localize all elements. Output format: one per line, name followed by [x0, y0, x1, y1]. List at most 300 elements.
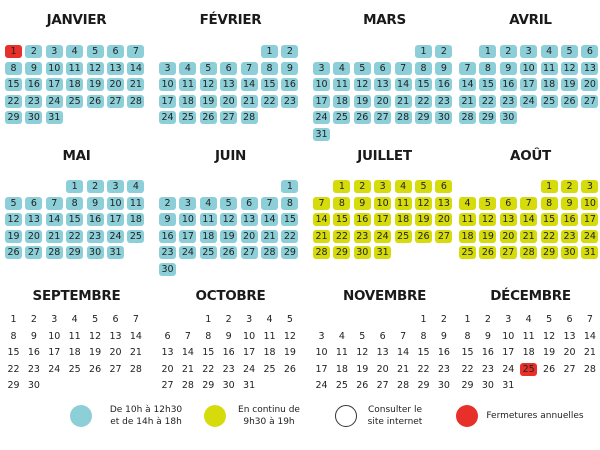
day-cell: 28 [181, 380, 194, 391]
day-cell: 13 [109, 330, 122, 342]
day-cell: 1 [5, 45, 22, 58]
day-cell: 9 [354, 197, 371, 210]
day-cell: 14 [127, 62, 144, 75]
day-cell: 18 [395, 213, 412, 226]
day-cell: 28 [583, 363, 596, 375]
month-title: JUILLET [357, 148, 412, 164]
day-cell: 7 [127, 45, 144, 58]
day-cell: 24 [313, 111, 330, 124]
day-cell: 20 [161, 363, 174, 375]
day-cell: 30 [87, 246, 104, 259]
day-cell: 11 [333, 78, 350, 91]
day-cell: 16 [481, 347, 494, 358]
day-cell: 23 [222, 363, 235, 375]
day-cell: 16 [281, 78, 298, 91]
day-cell: 24 [315, 380, 328, 391]
day-cell: 13 [161, 347, 174, 358]
day-cell: 20 [107, 78, 124, 91]
day-cell: 6 [112, 314, 119, 325]
day-cell: 20 [563, 347, 576, 358]
day-cell: 18 [179, 95, 196, 108]
day-cell: 7 [313, 197, 330, 210]
day-cell: 17 [107, 213, 124, 226]
day-cell: 21 [261, 230, 278, 243]
day-cell: 1 [10, 314, 17, 325]
legend-label-line: En continu de [238, 405, 300, 415]
day-cell: 5 [354, 62, 371, 75]
day-cell: 19 [354, 95, 371, 108]
day-cell: 24 [48, 363, 61, 375]
day-cell: 2 [484, 314, 491, 325]
day-cell: 31 [502, 380, 515, 391]
day-cell: 17 [581, 213, 598, 226]
day-cell: 25 [66, 95, 83, 108]
day-cell: 4 [541, 45, 558, 58]
month-0 [5, 12, 148, 142]
day-cell: 27 [581, 95, 598, 108]
day-cell: 27 [376, 380, 389, 391]
day-cell: 22 [479, 95, 496, 108]
day-cell: 24 [502, 363, 515, 375]
day-cell: 29 [415, 111, 432, 124]
day-cell: 15 [202, 347, 215, 358]
day-cell: 6 [220, 62, 237, 75]
month-2 [313, 12, 456, 142]
day-cell: 11 [541, 62, 558, 75]
day-cell: 10 [243, 330, 256, 342]
day-cell: 14 [459, 78, 476, 91]
day-cell: 26 [479, 246, 496, 259]
day-cell: 9 [281, 62, 298, 75]
day-cell: 26 [543, 363, 556, 375]
day-cell: 16 [222, 347, 235, 358]
day-cell: 24 [179, 246, 196, 259]
day-cell: 6 [566, 314, 573, 325]
day-cell: 2 [30, 314, 37, 325]
day-cell: 1 [464, 314, 471, 325]
day-cell: 16 [87, 213, 104, 226]
day-cell: 13 [220, 78, 237, 91]
month-5 [159, 148, 302, 278]
day-cell: 3 [246, 314, 253, 325]
day-cell: 11 [179, 78, 196, 91]
day-cell: 21 [459, 95, 476, 108]
month-title: MAI [62, 148, 91, 164]
day-cell: 2 [281, 45, 298, 58]
day-cell: 19 [415, 213, 432, 226]
day-cell: 13 [241, 213, 258, 226]
day-cell: 7 [241, 62, 258, 75]
day-cell: 10 [520, 62, 537, 75]
day-cell: 14 [520, 213, 537, 226]
day-cell: 25 [541, 95, 558, 108]
day-cell: 27 [220, 111, 237, 124]
month-title: MARS [363, 12, 406, 28]
day-cell: 1 [415, 45, 432, 58]
day-cell: 6 [435, 180, 452, 193]
day-cell: 13 [563, 330, 576, 342]
day-cell: 6 [241, 197, 258, 210]
day-cell: 7 [46, 197, 63, 210]
day-cell: 23 [435, 95, 452, 108]
day-cell: 22 [202, 363, 215, 375]
day-cell: 23 [500, 95, 517, 108]
day-cell: 15 [461, 347, 474, 358]
day-cell: 17 [243, 347, 256, 358]
day-cell: 11 [459, 213, 476, 226]
day-cell: 22 [417, 363, 430, 375]
day-cell: 12 [354, 78, 371, 91]
day-cell: 17 [502, 347, 515, 358]
day-cell: 26 [415, 230, 432, 243]
day-cell: 12 [561, 62, 578, 75]
day-cell: 26 [89, 363, 102, 375]
day-cell: 20 [435, 213, 452, 226]
day-cell: 9 [159, 213, 176, 226]
day-cell: 10 [502, 330, 515, 342]
day-cell: 4 [338, 330, 345, 342]
day-cell: 30 [354, 246, 371, 259]
day-cell: 22 [5, 95, 22, 108]
day-cell: 3 [520, 45, 537, 58]
day-cell: 11 [522, 330, 535, 342]
day-cell: 10 [46, 62, 63, 75]
day-cell: 16 [159, 230, 176, 243]
month-title: AOÛT [510, 148, 551, 164]
day-cell: 4 [395, 180, 412, 193]
day-cell: 9 [225, 330, 232, 342]
day-cell: 23 [281, 95, 298, 108]
legend-swatch [335, 405, 357, 427]
day-cell: 5 [87, 45, 104, 58]
day-cell: 23 [27, 363, 40, 375]
day-cell: 10 [179, 213, 196, 226]
legend-label-line: Consulter le [367, 405, 423, 415]
day-cell: 25 [179, 111, 196, 124]
day-cell: 1 [205, 314, 212, 325]
day-cell: 29 [5, 111, 22, 124]
day-cell: 16 [25, 78, 42, 91]
day-cell: 12 [479, 213, 496, 226]
day-cell: 15 [417, 347, 430, 358]
day-cell: 20 [374, 95, 391, 108]
day-cell: 19 [479, 230, 496, 243]
day-cell: 18 [200, 230, 217, 243]
day-cell: 15 [281, 213, 298, 226]
day-cell: 6 [500, 197, 517, 210]
day-cell: 18 [263, 347, 276, 358]
day-cell: 23 [354, 230, 371, 243]
legend-label [480, 410, 590, 422]
legend-label [96, 404, 196, 428]
day-cell: 21 [520, 230, 537, 243]
day-cell: 8 [205, 330, 212, 342]
day-cell: 6 [107, 45, 124, 58]
day-cell: 25 [520, 363, 537, 376]
day-cell: 24 [374, 230, 391, 243]
day-cell: 8 [479, 62, 496, 75]
day-cell: 25 [459, 246, 476, 259]
day-cell: 16 [437, 347, 450, 358]
day-cell: 26 [356, 380, 369, 391]
day-cell: 27 [241, 246, 258, 259]
day-cell: 24 [520, 95, 537, 108]
day-cell: 7 [459, 62, 476, 75]
day-cell: 26 [5, 246, 22, 259]
legend-swatch [456, 405, 478, 427]
day-cell: 29 [461, 380, 474, 391]
day-cell: 12 [543, 330, 556, 342]
day-cell: 29 [541, 246, 558, 259]
day-cell: 6 [25, 197, 42, 210]
legend-label-line: 9h30 à 19h [243, 417, 295, 427]
day-cell: 7 [184, 330, 191, 342]
day-cell: 18 [333, 95, 350, 108]
day-cell: 26 [561, 95, 578, 108]
day-cell: 18 [541, 78, 558, 91]
day-cell: 19 [543, 347, 556, 358]
day-cell: 12 [87, 62, 104, 75]
day-cell: 25 [127, 230, 144, 243]
day-cell: 22 [7, 363, 20, 375]
day-cell: 11 [335, 347, 348, 358]
month-8 [5, 288, 148, 418]
day-cell: 15 [66, 213, 83, 226]
day-cell: 12 [283, 330, 296, 342]
day-cell: 28 [397, 380, 410, 391]
day-cell: 4 [459, 197, 476, 210]
day-cell: 18 [127, 213, 144, 226]
day-cell: 28 [459, 111, 476, 124]
legend-label-line: De 10h à 12h30 [109, 405, 183, 415]
day-cell: 18 [66, 78, 83, 91]
day-cell: 31 [46, 111, 63, 124]
day-cell: 10 [315, 347, 328, 358]
day-cell: 24 [46, 95, 63, 108]
day-cell: 19 [5, 230, 22, 243]
day-cell: 10 [48, 330, 61, 342]
day-cell: 21 [395, 95, 412, 108]
day-cell: 22 [66, 230, 83, 243]
day-cell: 29 [333, 246, 350, 259]
day-cell: 23 [481, 363, 494, 375]
month-title: SEPTEMBRE [32, 288, 121, 304]
day-cell: 25 [200, 246, 217, 259]
day-cell: 23 [87, 230, 104, 243]
day-cell: 19 [200, 95, 217, 108]
day-cell: 2 [440, 314, 447, 325]
day-cell: 8 [415, 62, 432, 75]
day-cell: 14 [261, 213, 278, 226]
day-cell: 5 [286, 314, 293, 325]
day-cell: 7 [261, 197, 278, 210]
day-cell: 9 [561, 197, 578, 210]
day-cell: 31 [243, 380, 256, 391]
day-cell: 25 [68, 363, 81, 375]
day-cell: 11 [66, 62, 83, 75]
day-cell: 27 [109, 363, 122, 375]
day-cell: 31 [581, 246, 598, 259]
day-cell: 11 [68, 330, 81, 342]
day-cell: 27 [161, 380, 174, 391]
day-cell: 23 [437, 363, 450, 375]
day-cell: 31 [313, 128, 330, 141]
day-cell: 8 [464, 330, 471, 342]
day-cell: 29 [479, 111, 496, 124]
day-cell: 28 [395, 111, 412, 124]
day-cell: 21 [127, 78, 144, 91]
day-cell: 21 [397, 363, 410, 375]
month-10 [313, 288, 456, 418]
day-cell: 28 [127, 95, 144, 108]
legend-label [360, 404, 430, 428]
month-11 [459, 288, 600, 418]
day-cell: 13 [581, 62, 598, 75]
legend-swatch [204, 405, 226, 427]
day-cell: 20 [241, 230, 258, 243]
day-cell: 6 [374, 62, 391, 75]
day-cell: 5 [220, 197, 237, 210]
day-cell: 14 [241, 78, 258, 91]
day-cell: 11 [263, 330, 276, 342]
day-cell: 1 [281, 180, 298, 193]
day-cell: 30 [222, 380, 235, 391]
day-cell: 20 [25, 230, 42, 243]
day-cell: 20 [109, 347, 122, 358]
day-cell: 19 [87, 78, 104, 91]
day-cell: 5 [415, 180, 432, 193]
day-cell: 13 [374, 78, 391, 91]
day-cell: 15 [7, 347, 20, 358]
day-cell: 1 [66, 180, 83, 193]
day-cell: 12 [415, 197, 432, 210]
day-cell: 1 [261, 45, 278, 58]
day-cell: 30 [561, 246, 578, 259]
day-cell: 26 [283, 363, 296, 375]
legend-label-line: site internet [367, 417, 423, 427]
day-cell: 27 [374, 111, 391, 124]
day-cell: 1 [541, 180, 558, 193]
day-cell: 11 [395, 197, 412, 210]
day-cell: 27 [563, 363, 576, 375]
day-cell: 30 [27, 380, 40, 391]
month-title: FÉVRIER [199, 12, 262, 28]
day-cell: 30 [435, 111, 452, 124]
day-cell: 9 [87, 197, 104, 210]
day-cell: 30 [25, 111, 42, 124]
day-cell: 9 [30, 330, 37, 342]
day-cell: 27 [500, 246, 517, 259]
day-cell: 26 [200, 111, 217, 124]
day-cell: 3 [374, 180, 391, 193]
day-cell: 3 [51, 314, 58, 325]
day-cell: 5 [92, 314, 99, 325]
day-cell: 8 [10, 330, 17, 342]
day-cell: 28 [129, 363, 142, 375]
day-cell: 23 [159, 246, 176, 259]
day-cell: 22 [281, 230, 298, 243]
day-cell: 3 [318, 330, 325, 342]
day-cell: 8 [541, 197, 558, 210]
day-cell: 4 [266, 314, 273, 325]
day-cell: 25 [335, 380, 348, 391]
day-cell: 29 [66, 246, 83, 259]
month-9 [159, 288, 302, 418]
day-cell: 12 [356, 347, 369, 358]
day-cell: 3 [159, 62, 176, 75]
day-cell: 14 [397, 347, 410, 358]
day-cell: 17 [374, 213, 391, 226]
day-cell: 16 [27, 347, 40, 358]
day-cell: 5 [561, 45, 578, 58]
day-cell: 13 [500, 213, 517, 226]
day-cell: 24 [243, 363, 256, 375]
day-cell: 22 [333, 230, 350, 243]
day-cell: 17 [313, 95, 330, 108]
day-cell: 5 [5, 197, 22, 210]
month-title: DÉCEMBRE [490, 288, 571, 304]
day-cell: 6 [379, 330, 386, 342]
day-cell: 8 [281, 197, 298, 210]
month-7 [459, 148, 600, 278]
day-cell: 2 [25, 45, 42, 58]
day-cell: 27 [25, 246, 42, 259]
day-cell: 30 [481, 380, 494, 391]
day-cell: 10 [581, 197, 598, 210]
day-cell: 27 [435, 230, 452, 243]
legend-label [233, 404, 305, 428]
day-cell: 8 [333, 197, 350, 210]
day-cell: 12 [200, 78, 217, 91]
day-cell: 21 [241, 95, 258, 108]
month-3 [459, 12, 600, 142]
day-cell: 15 [5, 78, 22, 91]
month-1 [159, 12, 302, 142]
day-cell: 7 [520, 197, 537, 210]
month-title: JANVIER [46, 12, 107, 28]
day-cell: 13 [376, 347, 389, 358]
day-cell: 15 [415, 78, 432, 91]
day-cell: 10 [313, 78, 330, 91]
day-cell: 12 [89, 330, 102, 342]
day-cell: 11 [127, 197, 144, 210]
day-cell: 16 [561, 213, 578, 226]
day-cell: 17 [315, 363, 328, 375]
month-4 [5, 148, 148, 278]
day-cell: 28 [46, 246, 63, 259]
day-cell: 13 [25, 213, 42, 226]
day-cell: 19 [356, 363, 369, 375]
day-cell: 14 [181, 347, 194, 358]
day-cell: 20 [220, 95, 237, 108]
legend-swatch [70, 405, 92, 427]
day-cell: 29 [281, 246, 298, 259]
day-cell: 13 [435, 197, 452, 210]
day-cell: 2 [159, 197, 176, 210]
day-cell: 21 [129, 347, 142, 358]
day-cell: 3 [581, 180, 598, 193]
day-cell: 19 [89, 347, 102, 358]
day-cell: 21 [313, 230, 330, 243]
day-cell: 20 [500, 230, 517, 243]
day-cell: 4 [525, 314, 532, 325]
day-cell: 4 [71, 314, 78, 325]
day-cell: 10 [107, 197, 124, 210]
day-cell: 1 [420, 314, 427, 325]
day-cell: 7 [132, 314, 139, 325]
day-cell: 17 [179, 230, 196, 243]
day-cell: 10 [374, 197, 391, 210]
